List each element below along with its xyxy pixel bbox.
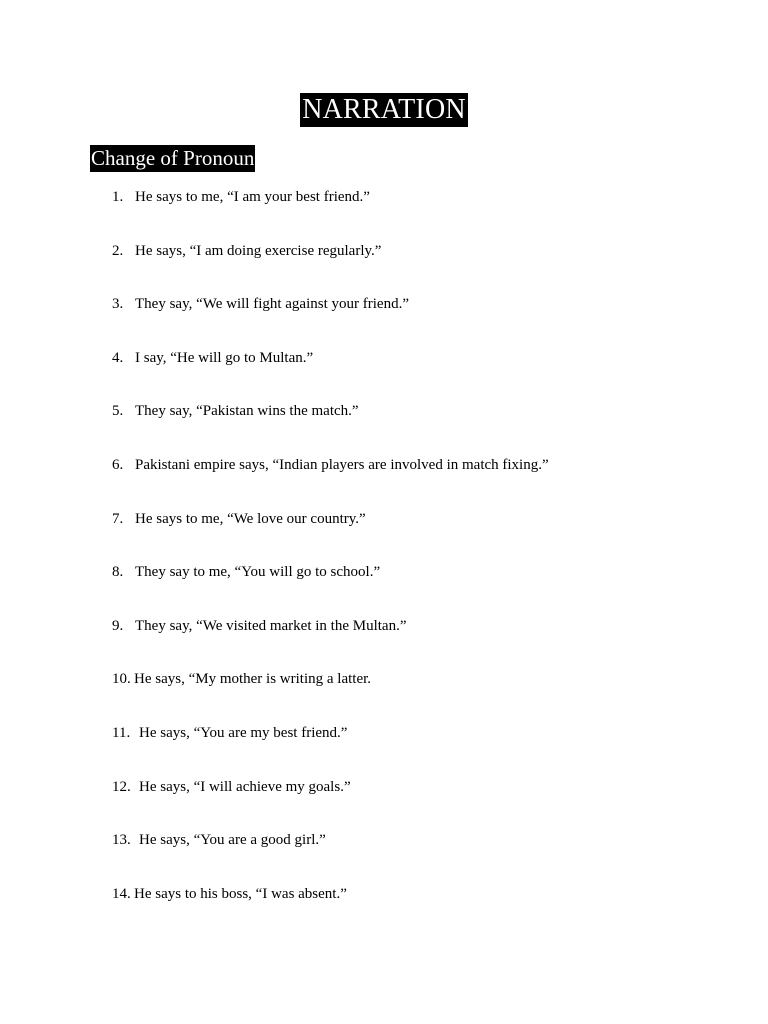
item-text: He says to me, “I am your best friend.”	[135, 189, 370, 205]
list-item	[112, 347, 549, 401]
item-number: 2.	[112, 242, 124, 259]
item-number: 10.	[112, 671, 131, 688]
item-text: They say, “Pakistan wins the match.”	[135, 403, 359, 420]
item-text: He says, “My mother is writing a latter.	[134, 671, 372, 688]
list-item	[112, 722, 549, 776]
item-text: They say, “We visited market in the Multan.”	[135, 617, 407, 634]
item-text: He says, “You are a good girl.”	[139, 832, 326, 849]
item-number: 12.	[112, 778, 131, 795]
list-item	[112, 883, 549, 937]
item-number: 11.	[112, 724, 131, 741]
section-heading: Change of Pronoun	[91, 146, 255, 170]
item-text: Pakistani empire says, “Indian players are involved in match fixing.”	[135, 456, 549, 473]
list-item	[112, 293, 549, 347]
item-text: They say to me, “You will go to school.”	[135, 564, 381, 581]
item-text: He says to his boss, “I was absent.”	[134, 885, 347, 902]
item-number: 1.	[112, 189, 124, 205]
item-number: 5.	[112, 403, 124, 420]
list-item	[112, 240, 549, 294]
item-number: 3.	[112, 296, 124, 313]
item-number: 8.	[112, 564, 124, 581]
item-text: He says, “You are my best friend.”	[139, 724, 348, 741]
list-item	[112, 668, 549, 722]
list-item	[112, 615, 549, 669]
list-item	[112, 508, 549, 562]
item-text: He says, “I will achieve my goals.”	[139, 778, 351, 795]
page-title: NARRATION	[302, 94, 466, 125]
item-number: 6.	[112, 456, 124, 473]
list-item	[112, 776, 549, 830]
list-item	[112, 829, 549, 883]
list-item	[112, 561, 549, 615]
title-container	[0, 93, 768, 127]
item-text: He says to me, “We love our country.”	[135, 510, 366, 527]
list-item	[112, 454, 549, 508]
item-number: 4.	[112, 349, 124, 366]
item-number: 9.	[112, 617, 124, 634]
item-text: They say, “We will fight against your friend.”	[135, 296, 409, 313]
sentence-list	[112, 186, 549, 936]
list-item	[112, 186, 549, 240]
item-number: 13.	[112, 832, 131, 849]
item-number: 14.	[112, 885, 131, 902]
item-text: I say, “He will go to Multan.”	[135, 349, 314, 366]
item-number: 7.	[112, 510, 124, 527]
item-text: He says, “I am doing exercise regularly.”	[135, 242, 382, 259]
list-item	[112, 400, 549, 454]
